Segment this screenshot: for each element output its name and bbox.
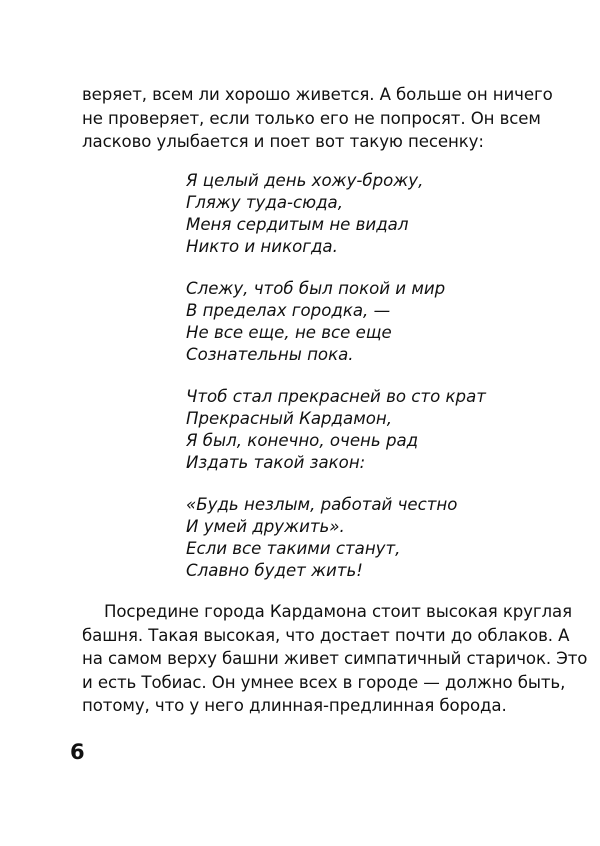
poem-stanza-2 <box>186 278 486 366</box>
poem-stanza-1 <box>186 170 486 258</box>
verse-line: Слежу, чтоб был покой и мир <box>186 279 446 298</box>
verse-line: Я был, конечно, очень рад <box>186 431 419 450</box>
text-line: на самом верху башни живет симпатичный старичок. Это <box>82 649 588 668</box>
text-line: веряет, всем ли хорошо живется. А больше он ничего <box>82 85 553 104</box>
text-line: ласково улыбается и поет вот такую песенку: <box>82 132 484 151</box>
text-line: не проверяет, если только его не попросят. Он всем <box>82 108 541 128</box>
verse-line: Издать такой закон: <box>186 453 366 472</box>
poem-stanza-4 <box>186 494 486 582</box>
verse-line: Никто и никогда. <box>186 237 338 256</box>
verse-line: Сознательны пока. <box>186 345 354 364</box>
verse-line: Меня сердитым не видал <box>186 215 409 234</box>
verse-line: Не все еще, не все еще <box>186 323 392 342</box>
verse-line: И умей дружить». <box>186 517 345 536</box>
text-line: и есть Тобиас. Он умнее всех в городе — должно быть, <box>82 672 566 692</box>
song-poem <box>186 170 486 602</box>
text-line: потому, что у него длинная-предлинная борода. <box>82 696 507 715</box>
verse-line: Я целый день хожу-брожу, <box>186 171 424 190</box>
verse-line: Гляжу туда-сюда, <box>186 193 344 212</box>
verse-line: Славно будет жить! <box>186 561 363 580</box>
text-line: Посредине города Кардамона стоит высокая круглая <box>104 602 572 621</box>
verse-line: Прекрасный Кардамон, <box>186 409 392 428</box>
intro-paragraph <box>82 83 553 154</box>
text-line: башня. Такая высокая, что достает почти до облаков. А <box>82 625 570 645</box>
verse-line: В пределах городка, — <box>186 301 391 320</box>
poem-stanza-3 <box>186 386 486 474</box>
verse-line: Чтоб стал прекрасней во сто крат <box>186 387 486 406</box>
tower-paragraph <box>82 600 588 718</box>
verse-line: «Будь незлым, работай честно <box>186 495 458 514</box>
verse-line: Если все такими станут, <box>186 539 401 558</box>
page-number: 6 <box>70 740 85 764</box>
